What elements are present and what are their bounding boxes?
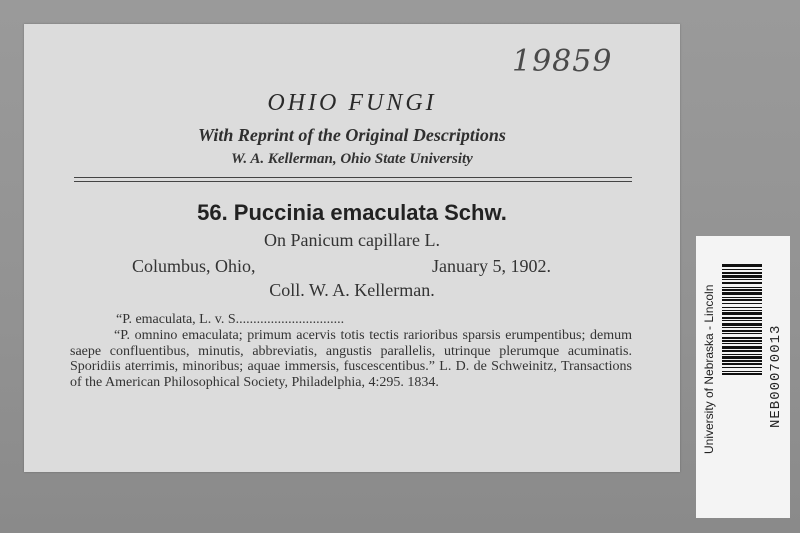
barcode-stripe <box>722 275 762 278</box>
barcode-stripe <box>722 292 762 295</box>
barcode-stripe <box>722 310 762 311</box>
catalog-number: NEB00070013 <box>768 324 784 428</box>
barcode-stripe <box>722 330 762 332</box>
series-author: W. A. Kellerman, Ohio State University <box>231 151 473 167</box>
barcode-stripe <box>722 337 762 339</box>
barcode <box>722 264 762 500</box>
barcode-stripe <box>722 367 762 368</box>
barcode-stripe <box>722 307 762 308</box>
original-description: “P. omnino emaculata; primum acervis totis tectis rarioribus sparsis erumpentibus; demum saepe confluentibus, minutis, abbreviatis, angustis parallelis, utrinque plerumque acuminatis. Sporidiis aterrimis, minoribus; aquae immersis, fuscescentibus.” L. D. de Schweinitz, Transactions of the American Philosophical Society, Philadelphia, 4:295. 1834. <box>70 328 632 390</box>
barcode-stripe <box>722 363 762 365</box>
barcode-stripe <box>722 350 762 352</box>
barcode-stripe <box>722 279 762 280</box>
barcode-stripe <box>722 373 762 375</box>
collector: Coll. W. A. Kellerman. <box>269 280 435 300</box>
barcode-stripe <box>722 327 762 328</box>
barcode-stripe <box>722 303 762 304</box>
host-plant: On Panicum capillare L. <box>264 230 440 250</box>
institution-name: University of Nebraska - Lincoln <box>702 284 716 454</box>
barcode-stripe <box>722 299 762 301</box>
barcode-card <box>696 236 790 518</box>
barcode-stripe <box>722 343 762 344</box>
barcode-stripe <box>722 333 762 334</box>
divider-rule-bottom <box>74 181 632 182</box>
barcode-stripe <box>722 354 762 355</box>
series-subtitle: With Reprint of the Original Descriptions <box>198 125 506 145</box>
synonym-line: “P. emaculata, L. v. S............................... <box>116 312 345 327</box>
barcode-stripe <box>722 346 762 349</box>
barcode-stripe <box>722 269 762 270</box>
barcode-stripe <box>722 360 762 362</box>
barcode-stripe <box>722 320 762 321</box>
barcode-stripe <box>722 317 762 319</box>
barcode-stripe <box>722 371 762 372</box>
barcode-stripe <box>722 264 762 267</box>
barcode-stripe <box>722 297 762 298</box>
barcode-stripe <box>722 340 762 342</box>
barcode-stripe <box>722 287 762 288</box>
divider-rule-top <box>74 177 632 178</box>
barcode-stripe <box>722 356 762 359</box>
accession-number: 19859 <box>512 44 613 79</box>
collection-date: January 5, 1902. <box>432 256 551 276</box>
collection-locality: Columbus, Ohio, <box>132 256 256 276</box>
barcode-stripe <box>722 323 762 326</box>
barcode-stripe <box>722 312 762 315</box>
barcode-stripe <box>722 289 762 291</box>
specimen-label <box>24 24 680 472</box>
species-name: 56. Puccinia emaculata Schw. <box>197 200 507 225</box>
barcode-stripe <box>722 282 762 284</box>
barcode-stripe <box>722 272 762 274</box>
series-title: OHIO FUNGI <box>267 90 437 116</box>
